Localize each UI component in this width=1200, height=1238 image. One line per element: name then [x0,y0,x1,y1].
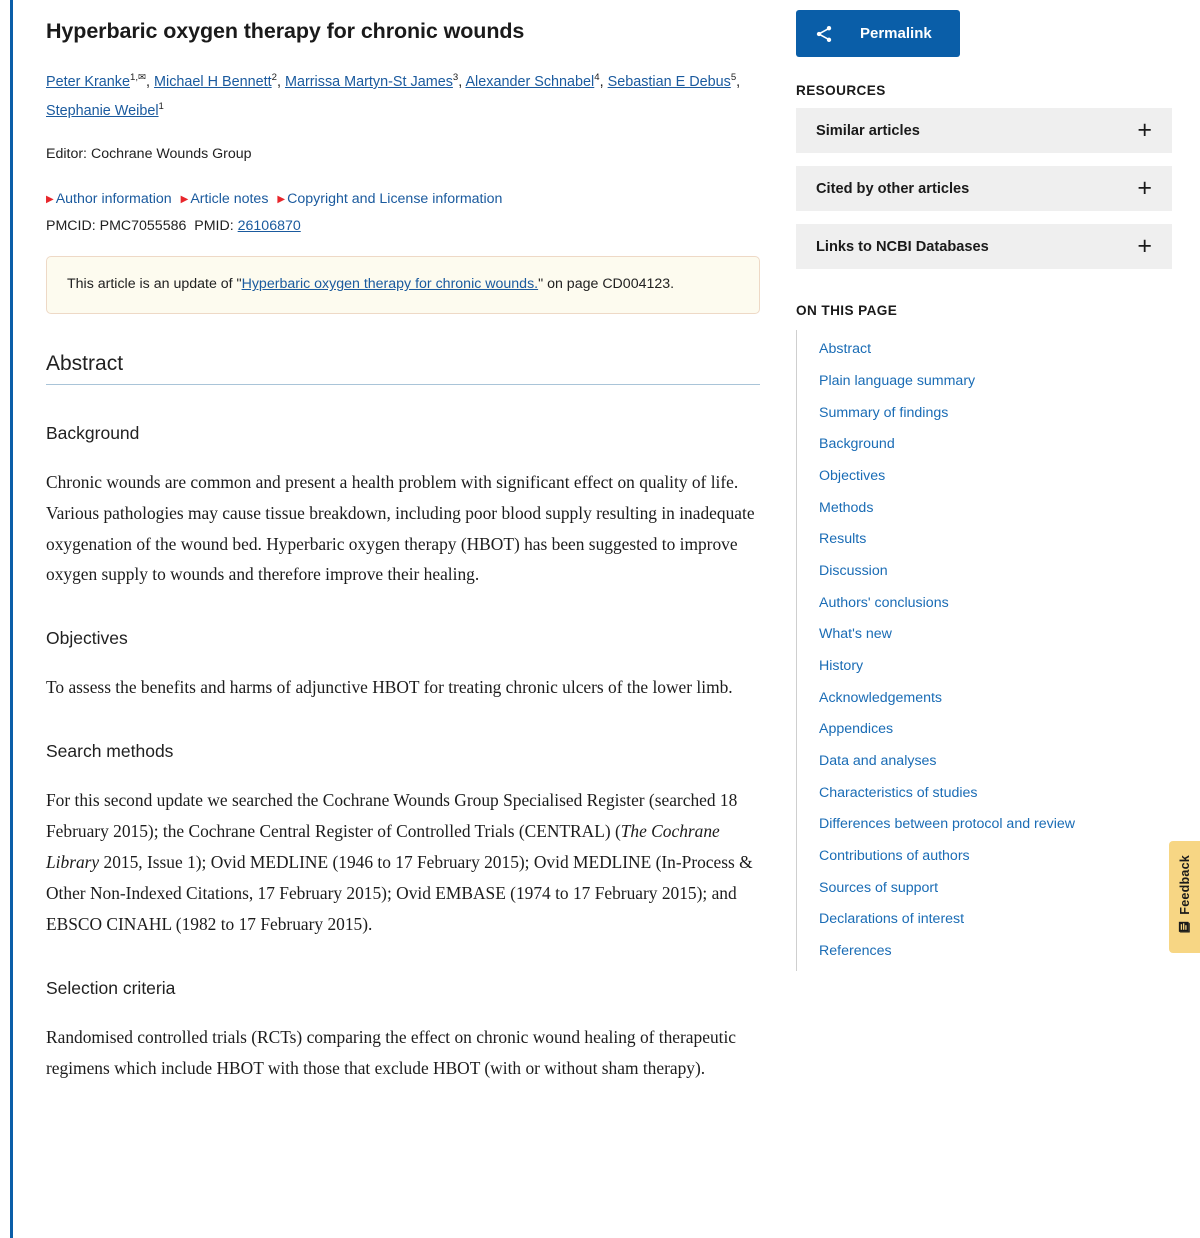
plus-icon[interactable]: + [1137,174,1152,202]
resources-accordion [796,108,1172,269]
toc-link[interactable]: Objectives [819,467,886,484]
toc-list-item [797,714,1172,746]
pmcid-value: PMC7055586 [99,218,187,235]
toc-list-item [797,841,1172,873]
toc-link[interactable]: History [819,657,864,674]
toc-link[interactable]: References [819,942,892,959]
toc-list-item [797,777,1172,809]
toc-list-item [797,587,1172,619]
author-link[interactable]: Peter Kranke [46,73,130,90]
toc-list-item [797,936,1172,968]
toc-link[interactable]: Discussion [819,562,888,579]
toc-link[interactable]: Appendices [819,721,894,738]
toc-link[interactable]: Differences between protocol and review [819,816,1076,833]
article-meta-links [46,188,760,211]
toc-list-item [797,397,1172,429]
toc-link[interactable]: Acknowledgements [819,689,943,706]
toc-list-item [797,334,1172,366]
resource-accordion-row[interactable] [796,108,1172,153]
update-notice-suffix: " on page CD004123. [538,276,675,293]
toc-list-item [797,746,1172,778]
author-affiliation-marker: 1 [158,100,164,112]
on-this-page-nav [796,330,1172,971]
feedback-label: Feedback [1177,854,1192,915]
toc-list-item [797,556,1172,588]
update-notice-link[interactable]: Hyperbaric oxygen therapy for chronic wounds. [241,276,539,293]
author-link[interactable]: Sebastian E Debus [607,73,731,90]
author-separator: , [599,73,608,90]
toc-list-item [797,524,1172,556]
abstract-paragraph-selection-criteria: Randomised controlled trials (RCTs) comparing the effect on chronic wound healing of therapeutic regimens which include HBOT with those that exclude HBOT (with or without sham therapy). [46,1027,737,1079]
resource-accordion-label: Links to NCBI Databases [816,238,989,255]
toc-list-item [797,809,1172,841]
plus-icon[interactable]: + [1137,116,1152,144]
identifier-line [46,218,760,234]
abstract-heading: Abstract [46,352,760,385]
toc-link[interactable]: Declarations of interest [819,911,965,928]
on-this-page-heading: ON THIS PAGE [796,303,898,318]
search-methods-text-part2: 2015, Issue 1); Ovid MEDLINE (1946 to 17 February 2015); Ovid MEDLINE (In-Process & Other Non-Indexed Citations, 17 February 2015); Ovid EMBASE (1974 to 17 February 2015); and EBSCO CINAHL (1982 to 17 February 2015). [46,852,753,935]
abstract-paragraph-objectives: To assess the benefits and harms of adjunctive HBOT for treating chronic ulcers of the lower limb. [46,677,733,698]
toc-list-item [797,429,1172,461]
resources-heading: RESOURCES [796,83,886,98]
toc-link[interactable]: Abstract [819,341,872,358]
pmcid-label: PMCID: [46,218,96,235]
triangle-bullet-icon: ▶ [180,193,189,205]
toc-link[interactable]: Sources of support [819,879,939,896]
meta-link[interactable]: Article notes [190,190,269,207]
toc-list-item [797,492,1172,524]
toc-link[interactable]: Background [819,436,895,453]
resource-accordion-row[interactable] [796,224,1172,269]
share-icon [814,24,834,44]
author-affiliation-marker: 4 [594,72,600,84]
resource-accordion-row[interactable] [796,166,1172,211]
author-separator: , [276,73,285,90]
abstract-subheading-background: Background [46,422,140,443]
permalink-button[interactable] [796,10,960,57]
author-separator: , [458,73,466,90]
toc-list-item [797,619,1172,651]
abstract-subheading-selection-criteria: Selection criteria [46,978,176,999]
author-link[interactable]: Alexander Schnabel [465,73,595,90]
abstract-paragraph-background: Chronic wounds are common and present a health problem with significant effect on quality of life. Various pathologies may cause tissue breakdown, including poor blood supply resulting in inadequate oxygenation of the wound bed. Hyperbaric oxygen therapy (HBOT) has been suggested to improve oxygen supply to wounds and therefore improve their healing. [46,471,755,585]
toc-link[interactable]: Summary of findings [819,404,949,421]
page-title: Hyperbaric oxygen therapy for chronic wounds [46,19,525,43]
toc-link[interactable]: Plain language summary [819,372,976,389]
author-link[interactable]: Marrissa Martyn-St James [284,73,453,90]
sidebar-column [790,0,1200,971]
author-affiliation-marker: 2 [271,72,277,84]
toc-link[interactable]: Data and analyses [819,752,937,769]
editor-line: Editor: Cochrane Wounds Group [46,145,252,162]
pmid-label: PMID: [194,218,234,235]
toc-link[interactable]: Authors' conclusions [819,594,949,611]
meta-link[interactable]: Author information [55,190,172,207]
toc-link[interactable]: Results [819,531,867,548]
toc-link[interactable]: Methods [819,499,874,516]
feedback-tab[interactable] [1169,841,1200,953]
author-affiliation-marker: 5 [730,72,737,84]
resource-accordion-label: Similar articles [816,122,920,139]
toc-link[interactable]: Contributions of authors [819,847,970,864]
author-affiliation-marker: 3 [452,72,459,84]
author-list [46,68,760,126]
author-link[interactable]: Michael H Bennett [154,73,272,90]
toc-list-item [797,461,1172,493]
meta-link[interactable]: Copyright and License information [287,190,503,207]
author-separator: , [146,73,155,90]
cochrane-library-italic: The Cochrane Library [46,821,720,873]
toc-list-item [797,682,1172,714]
resource-accordion-label: Cited by other articles [816,180,970,197]
pmid-link[interactable]: 26106870 [237,218,301,235]
toc-list-item [797,366,1172,398]
feedback-book-icon [1177,919,1192,939]
search-methods-text-part1: For this second update we searched the Cochrane Wounds Group Specialised Register (searched 18 February 2015); the Cochrane Central Register of Controlled Trials (CENTRAL) ( [46,790,738,842]
toc-link[interactable]: Characteristics of studies [819,784,978,801]
toc-list-item [797,872,1172,904]
author-affiliation-marker: 1,✉ [130,72,147,84]
toc-list-item [797,904,1172,936]
author-link[interactable]: Stephanie Weibel [46,102,159,119]
update-notice-prefix: This article is an update of " [67,276,242,293]
author-separator: , [736,73,741,90]
article-update-notice [46,256,760,313]
plus-icon[interactable]: + [1137,232,1152,260]
abstract-subheading-objectives: Objectives [46,628,128,649]
toc-link[interactable]: What's new [819,626,892,643]
abstract-subheading-search-methods: Search methods [46,741,174,762]
permalink-label: Permalink [860,25,932,42]
toc-list-item [797,651,1172,683]
triangle-bullet-icon: ▶ [46,193,54,205]
triangle-bullet-icon: ▶ [277,193,286,205]
abstract-paragraph-search-methods [46,785,760,940]
